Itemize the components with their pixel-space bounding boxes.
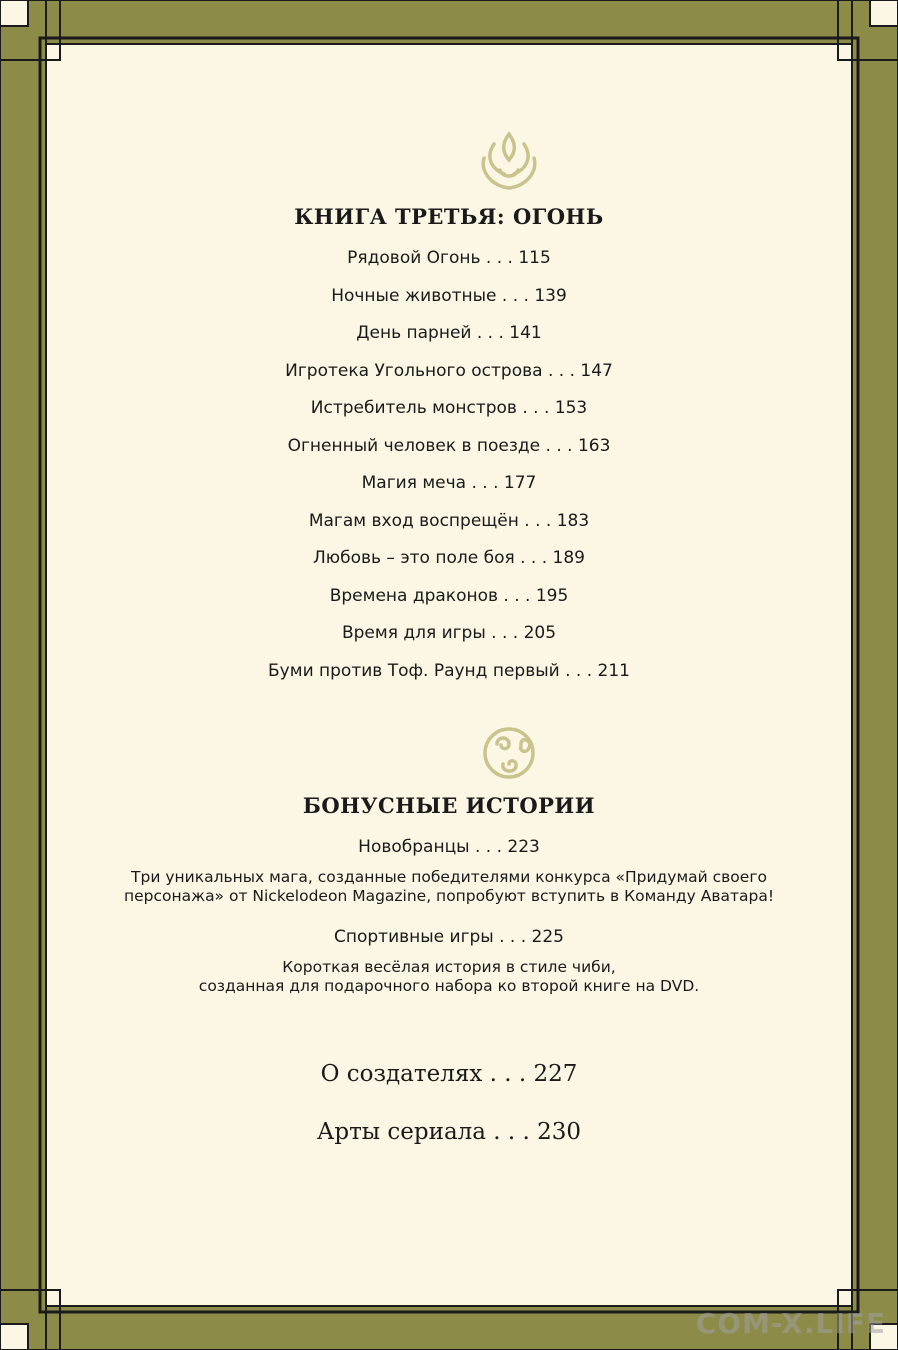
bonus-title: БОНУСНЫЕ ИСТОРИИ	[302, 793, 596, 818]
story-description: созданная для подарочного набора ко второй книге на DVD.	[198, 977, 700, 995]
toc-entry[interactable]: Время для игры . . . 205	[341, 623, 557, 643]
toc-entry[interactable]: Спортивные игры . . . 225	[333, 927, 564, 947]
story-description: персонажа» от Nickelodeon Magazine, попробуют вступить в Команду Аватара!	[123, 887, 775, 905]
fire-nation-icon	[474, 130, 544, 194]
toc-entry-creators[interactable]: О создателях . . . 227	[320, 1061, 578, 1087]
book-three-title: КНИГА ТРЕТЬЯ: ОГОНЬ	[294, 204, 604, 229]
story-description: Короткая весёлая история в стиле чиби,	[282, 958, 616, 976]
toc-entry[interactable]: Магия меча . . . 177	[361, 473, 537, 493]
toc-entry[interactable]: Времена драконов . . . 195	[329, 586, 569, 606]
toc-entry[interactable]: Буми против Тоф. Раунд первый . . . 211	[268, 661, 630, 681]
toc-entry-art[interactable]: Арты сериала . . . 230	[316, 1119, 582, 1145]
toc-entry[interactable]: Любовь – это поле боя . . . 189	[313, 548, 585, 568]
toc-entry[interactable]: День парней . . . 141	[356, 323, 542, 343]
toc-entry[interactable]: Игротека Угольного острова . . . 147	[285, 361, 613, 381]
toc-entry[interactable]: Новобранцы . . . 223	[358, 837, 540, 857]
toc-entry[interactable]: Истребитель монстров . . . 153	[310, 398, 588, 418]
watermark: COM-X.LIFE	[695, 1307, 886, 1340]
toc-entry[interactable]: Ночные животные . . . 139	[331, 286, 567, 306]
toc-entry[interactable]: Рядовой Огонь . . . 115	[347, 248, 551, 268]
toc-entry[interactable]: Магам вход воспрещён . . . 183	[308, 511, 590, 531]
toc-entry[interactable]: Огненный человек в поезде . . . 163	[287, 436, 611, 456]
air-nomads-icon	[474, 726, 544, 780]
story-description: Три уникальных мага, созданные победителями конкурса «Придумай своего	[131, 868, 767, 886]
